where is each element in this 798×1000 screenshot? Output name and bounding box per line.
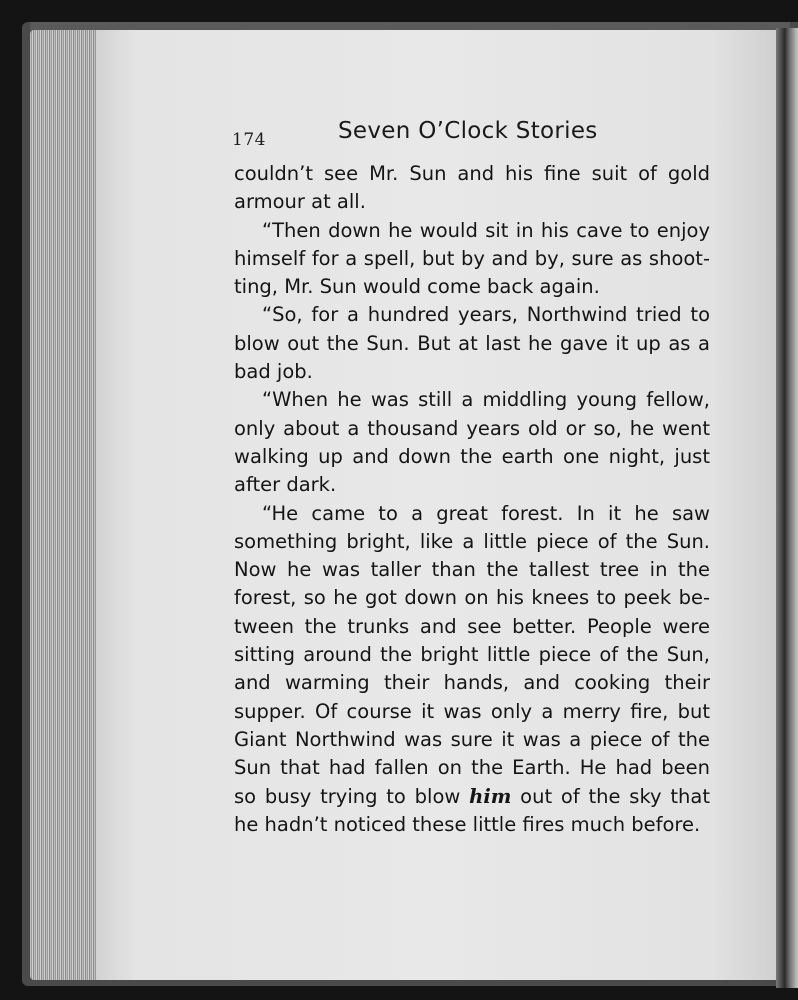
paragraph-1: couldn’t see Mr. Sun and his fine suit of gold armour at all. [234,162,710,214]
paragraph-4: “When he was still a middling young fellow, only about a thousand years old or so, he went walking up and down the earth one night, just after dark. [234,388,710,497]
book-gutter [776,28,798,988]
paragraph-5 [234,500,710,840]
paragraph-5-before: “He came to a great forest. In it he saw something bright, like a little piece of the Sun. Now he was taller than the tallest tree in the forest, so he got down on his knees to peek between the trunks and see better. People were sitting around the bright little piece of the Sun, and warming their hands, and cooking their supper. Of course it was only a merry fire, but Giant Northwind was sure it was a piece of the Sun that had fallen on the Earth. He had been so busy trying to blow [234,501,710,808]
emphasis-him: him [469,784,512,808]
page-number: 174 [232,130,266,150]
running-title: Seven O’Clock Stories [338,118,598,144]
paragraph-2: “Then down he would sit in his cave to enjoy himself for a spell, but by and by, sure as shootting, Mr. Sun would come back again. [234,218,710,299]
running-head [232,118,712,154]
paragraph-3: “So, for a hundred years, Northwind tried to blow out the Sun. But at last he gave it up as a bad job. [234,303,710,384]
page-edges [30,30,100,980]
body-text [234,160,710,836]
paragraph-5-after: out of the sky that he hadn’t noticed these little fires much before. [234,784,710,836]
